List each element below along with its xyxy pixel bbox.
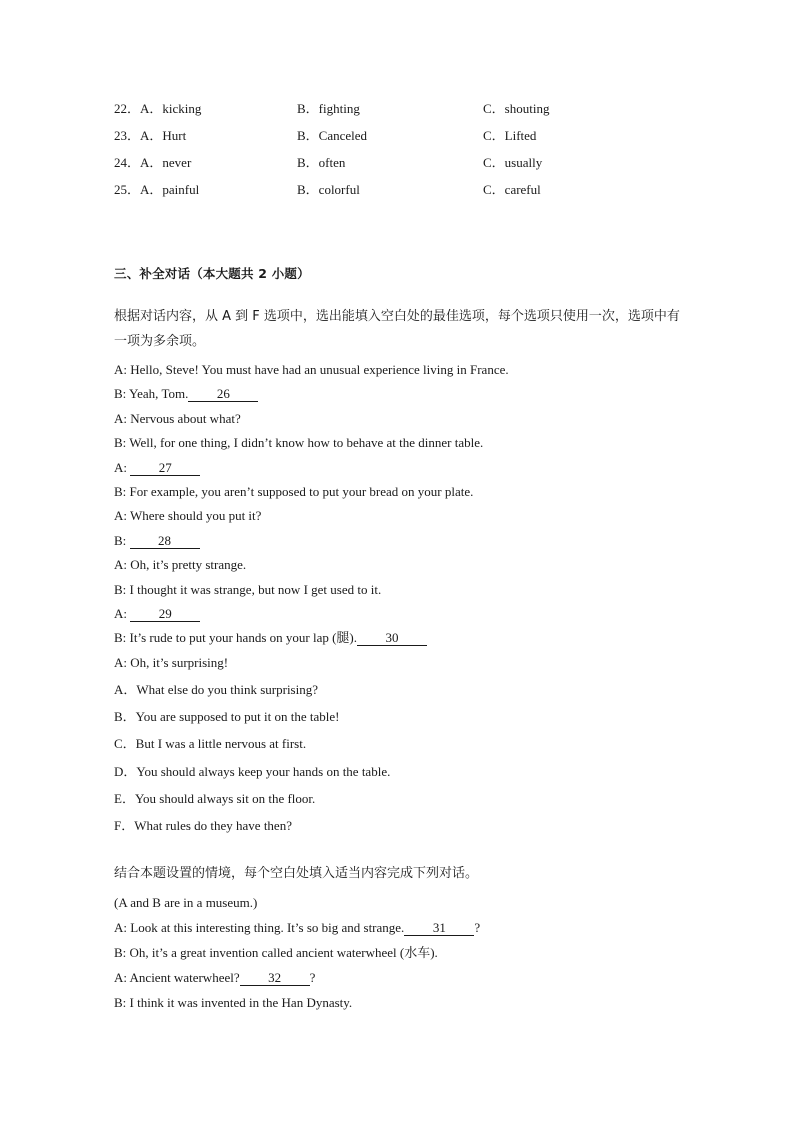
line-text: B: For example, you aren’t supposed to put your bread on your plate.	[114, 483, 474, 499]
choice-option-c: C．usually	[483, 154, 543, 170]
choice-option-c: C．shouting	[483, 100, 550, 116]
option-item: A．What else do you think surprising?	[114, 682, 318, 697]
dialogue-line	[114, 578, 694, 602]
line-text: A:	[114, 605, 131, 621]
choice-option-b: B．fighting	[297, 100, 360, 116]
section-instructions: 根据对话内容，从 A 到 F 选项中，选出能填入空白处的最佳选项，每个选项只使用一次，选项中有一项为多余项。	[114, 309, 680, 349]
option-item: F．What rules do they have then?	[114, 817, 292, 833]
line-text: A: Nervous about what?	[114, 410, 241, 426]
choice-option-a	[114, 127, 297, 145]
line-text: B:	[114, 532, 130, 548]
dialogue-line	[114, 915, 694, 940]
option-a-text: A．Hurt	[140, 127, 187, 143]
answer-blank[interactable]: 29	[130, 606, 200, 622]
choice-option-a	[114, 181, 297, 199]
answer-blank[interactable]: 32	[240, 970, 310, 986]
line-text: B: It’s rude to put your hands on your lap (腿).	[114, 630, 357, 646]
option-item: C．But I was a little nervous at first.	[114, 736, 307, 752]
dialogue-line	[114, 990, 694, 1015]
section-title: 三、补全对话（本大题共 2 小题）	[114, 266, 310, 281]
dialogue-line	[114, 529, 694, 553]
option-item: B．You are supposed to put it on the table!	[114, 709, 340, 725]
line-text: A: Hello, Steve! You must have had an unusual experience living in France.	[114, 362, 509, 377]
answer-blank[interactable]: 26	[188, 386, 258, 402]
dialogue-line	[114, 553, 694, 577]
dialogue-line	[114, 358, 694, 382]
dialogue-line	[114, 456, 694, 480]
dialogue-line	[114, 626, 694, 650]
line-text: A: Look at this interesting thing. It’s so big and strange.	[114, 920, 405, 935]
choice-option-a	[114, 100, 297, 118]
choice-row	[114, 122, 674, 149]
choice-option-b: B．often	[297, 154, 346, 170]
answer-blank[interactable]: 31	[404, 920, 474, 936]
line-suffix: ?	[309, 970, 316, 985]
dialogue-line	[114, 940, 694, 965]
dialogue-line	[114, 382, 694, 406]
choice-row	[114, 176, 674, 203]
dialogue-line	[114, 602, 694, 626]
line-text: A:	[114, 459, 131, 475]
option-item: E．You should always sit on the floor.	[114, 790, 316, 806]
choice-option-b: B．Canceled	[297, 127, 368, 143]
choice-option-b: B．colorful	[297, 181, 360, 197]
dialogue-line	[114, 890, 694, 915]
dialogue-line	[114, 480, 694, 504]
answer-blank[interactable]: 28	[130, 533, 200, 549]
answer-choices	[114, 95, 674, 203]
option-item: D．You should always keep your hands on the table.	[114, 763, 391, 779]
line-text: (A and B are in a museum.)	[114, 895, 258, 910]
line-suffix: ?	[474, 920, 481, 935]
options-list	[114, 676, 694, 839]
question-number: 23．	[114, 127, 141, 143]
question-number: 24．	[114, 154, 141, 170]
line-text: B: Oh, it’s a great invention called ancient waterwheel (水车).	[114, 945, 438, 960]
choice-option-c: C．careful	[483, 181, 541, 197]
question-number: 25．	[114, 181, 141, 197]
line-text: A: Oh, it’s surprising!	[114, 654, 229, 670]
line-text: B: I think it was invented in the Han Dynasty.	[114, 995, 353, 1010]
dialogue-line	[114, 431, 694, 455]
choice-row	[114, 95, 674, 122]
answer-blank[interactable]: 30	[357, 630, 427, 646]
line-text: A: Ancient waterwheel?	[114, 970, 240, 985]
dialogue-one	[114, 358, 694, 675]
choice-option-c: C．Lifted	[483, 127, 537, 143]
line-text: B: Well, for one thing, I didn’t know how to behave at the dinner table.	[114, 435, 484, 451]
answer-blank[interactable]: 27	[130, 460, 200, 476]
option-a-text: A．painful	[140, 181, 200, 197]
question-number: 22．	[114, 100, 141, 116]
dialogue-line	[114, 651, 694, 675]
option-a-text: A．never	[140, 154, 192, 170]
line-text: A: Oh, it’s pretty strange.	[114, 557, 247, 573]
choice-row	[114, 149, 674, 176]
line-text: B: Yeah, Tom.	[114, 386, 189, 402]
choice-option-a	[114, 154, 297, 172]
line-text: A: Where should you put it?	[114, 508, 262, 524]
line-text: B: I thought it was strange, but now I get used to it.	[114, 581, 382, 597]
dialogue-two	[114, 890, 694, 1015]
dialogue-line	[114, 965, 694, 990]
option-a-text: A．kicking	[140, 100, 202, 116]
dialogue-line	[114, 407, 694, 431]
dialogue-line	[114, 504, 694, 528]
part-two-instructions: 结合本题设置的情境，每个空白处填入适当内容完成下列对话。	[114, 866, 479, 881]
